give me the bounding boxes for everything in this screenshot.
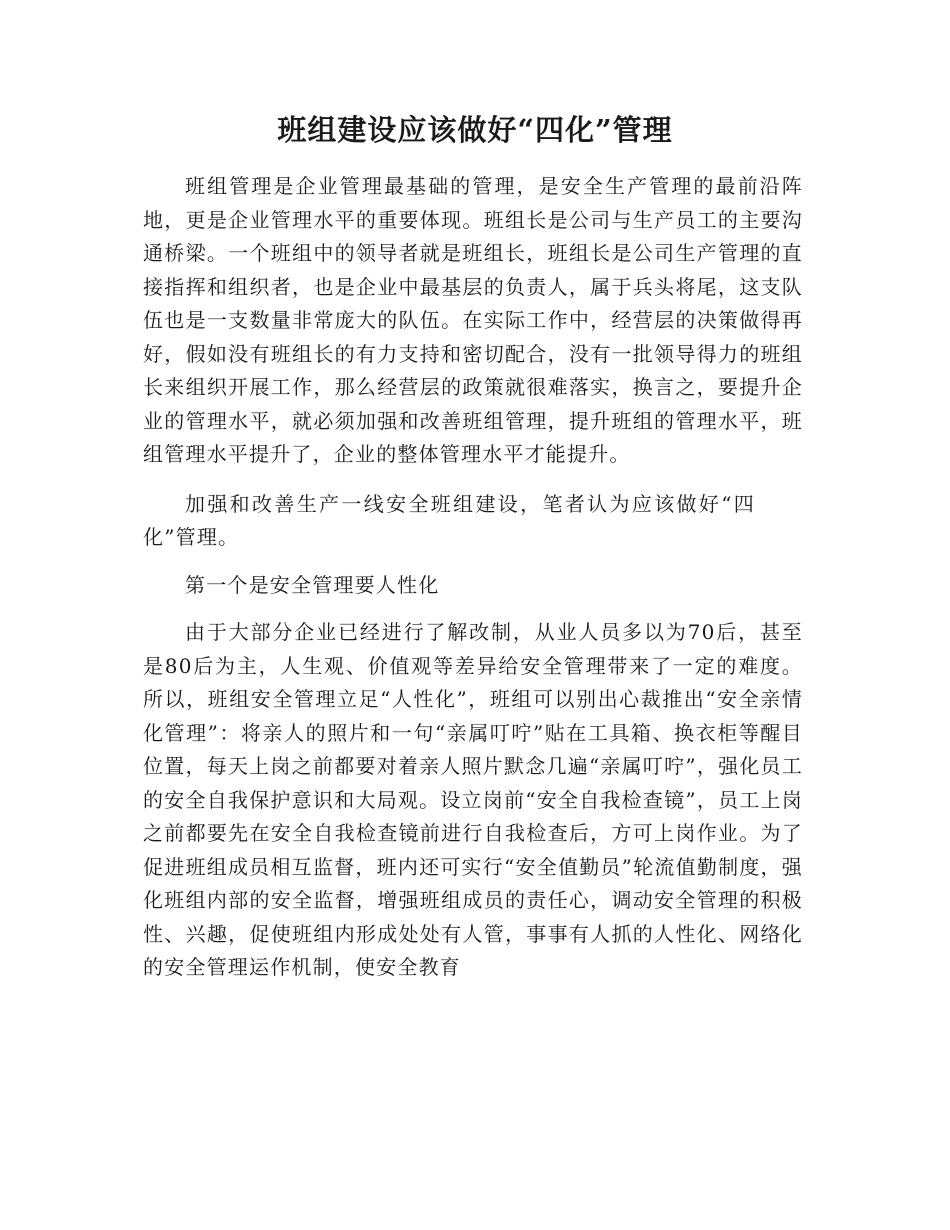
paragraph-intro: 班组管理是企业管理最基础的管理，是安全生产管理的最前沿阵地，更是企业管理水平的重要体现。班组长是公司与生产员工的主要沟通桥梁。一个班组中的领导者就是班组长，班组长是公司生产管理的直接指挥和组织者，也是企业中最基层的负责人，属于兵头将尾，这支队伍也是一支数量非常庞大的队伍。在实际工作中，经营层的决策做得再好，假如没有班组长的有力支持和密切配合，没有一批领导得力的班组长来组织开展工作，那么经营层的政策就很难落实，换言之，要提升企业的管理水平，就必须加强和改善班组管理，提升班组的管理水平，班组管理水平提升了，企业的整体管理水平才能提升。 — [143, 174, 803, 466]
document-title: 班组建设应该做好“四化”管理 — [277, 113, 673, 147]
section-heading-humanized-safety: 第一个是安全管理要人性化 — [185, 572, 440, 597]
paragraph-thesis: 加强和改善生产一线安全班组建设，笔者认为应该做好“四化”管理。 — [143, 491, 755, 549]
document-body — [143, 170, 803, 985]
paragraph-humanized-safety: 由于大部分企业已经进行了解改制，从业人员多以为70后，甚至是80后为主，人生观、价值观等差异给安全管理带来了一定的难度。所以，班组安全管理立足“人性化”，班组可以别出心裁推出“安全亲情化管理”：将亲人的照片和一句“亲属叮咛”贴在工具箱、换衣柜等醒目位置，每天上岗之前都要对着亲人照片默念几遍“亲属叮咛”，强化员工的安全自我保护意识和大局观。设立岗前“安全自我检查镜”，员工上岗之前都要先在安全自我检查镜前进行自我检查后，方可上岗作业。为了促进班组成员相互监督，班内还可实行“安全值勤员”轮流值勤制度，强化班组内部的安全监督，增强班组成员的责任心，调动安全管理的积极性、兴趣，促使班组内形成处处有人管，事事有人抓的人性化、网络化的安全管理运作机制，使安全教育 — [143, 620, 803, 979]
